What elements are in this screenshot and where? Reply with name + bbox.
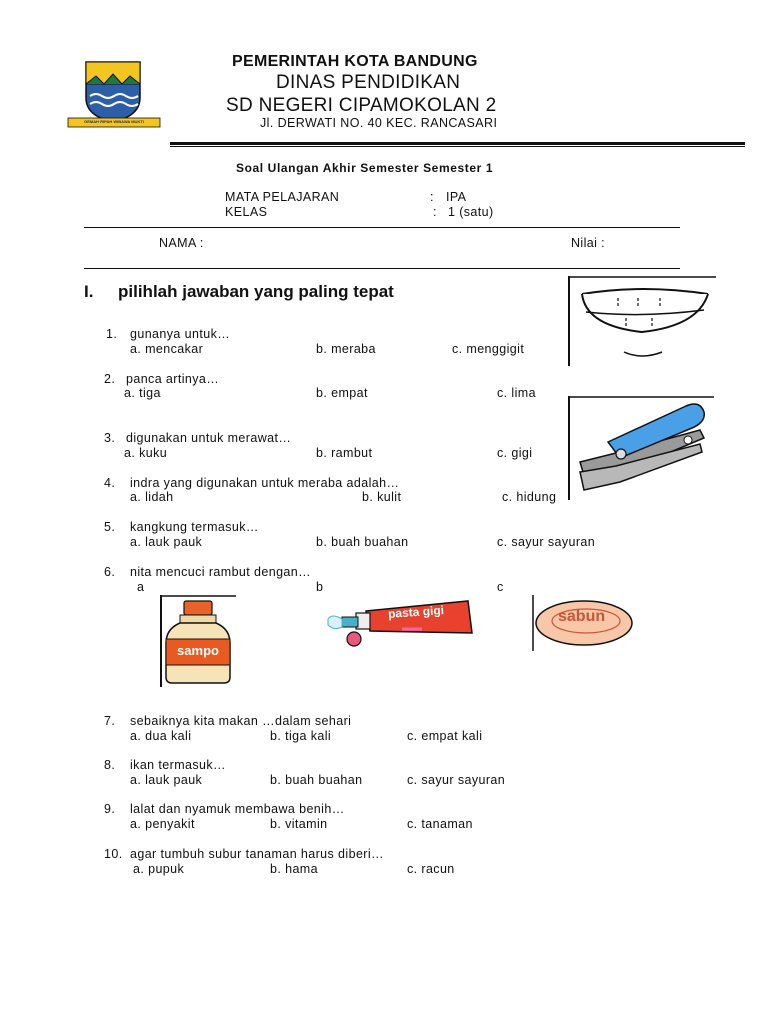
question-6-option-a: a [137, 580, 145, 594]
question-5-number: 5. [104, 520, 116, 534]
question-6-text: nita mencuci rambut dengan… [130, 565, 312, 579]
class-label: KELAS [225, 205, 268, 219]
question-10-option-b: b. hama [270, 862, 318, 876]
score-field-label: Nilai : [571, 236, 606, 250]
question-7-option-b: b. tiga kali [270, 729, 332, 743]
question-5-option-c: c. sayur sayuran [497, 535, 596, 549]
question-6-option-b: b [316, 580, 324, 594]
question-3-option-a: a. kuku [124, 446, 168, 460]
question-4-option-b: b. kulit [362, 490, 402, 504]
question-9-option-b: b. vitamin [270, 817, 328, 831]
subject-value: IPA [446, 190, 467, 204]
exam-title: Soal Ulangan Akhir Semester Semester 1 [236, 161, 494, 175]
subject-label: MATA PELAJARAN [225, 190, 340, 204]
section-number: I. [84, 282, 94, 301]
question-9-number: 9. [104, 802, 116, 816]
question-2-option-a: a. tiga [124, 386, 161, 400]
question-10-number: 10. [104, 847, 123, 861]
question-1-option-a: a. mencakar [130, 342, 204, 356]
question-4-option-c: c. hidung [502, 490, 557, 504]
question-8-number: 8. [104, 758, 116, 772]
question-1-number: 1. [106, 327, 118, 341]
question-8-option-b: b. buah buahan [270, 773, 363, 787]
question-4-number: 4. [104, 476, 116, 490]
question-1-option-c: c. menggigit [452, 342, 525, 356]
question-8-text: ikan termasuk… [130, 758, 226, 772]
question-5-option-b: b. buah buahan [316, 535, 409, 549]
question-10-option-a: a. pupuk [133, 862, 185, 876]
question-1-text: gunanya untuk… [130, 327, 231, 341]
header-department: DINAS PENDIDIKAN [276, 72, 461, 93]
soap-label: sabun [558, 608, 606, 625]
question-3-text: digunakan untuk merawat… [126, 431, 292, 445]
nail-clipper-illustration [568, 396, 714, 500]
header-school-name: SD NEGERI CIPAMOKOLAN 2 [226, 95, 497, 116]
header-divider [170, 142, 745, 145]
question-6-option-c: c [497, 580, 504, 594]
question-3-option-c: c. gigi [497, 446, 533, 460]
question-1-option-b: b. meraba [316, 342, 376, 356]
toothpaste-label: pasta gigi [387, 603, 445, 621]
header-address: Jl. DERWATI NO. 40 KEC. RANCASARI [260, 116, 498, 130]
question-9-text: lalat dan nyamuk membawa benih… [130, 802, 345, 816]
question-8-option-a: a. lauk pauk [130, 773, 203, 787]
question-4-option-a: a. lidah [130, 490, 174, 504]
question-4-text: indra yang digunakan untuk meraba adalah… [130, 476, 400, 490]
question-7-number: 7. [104, 714, 116, 728]
question-9-option-a: a. penyakit [130, 817, 195, 831]
question-7-text: sebaiknya kita makan …dalam sehari [130, 714, 352, 728]
subject-separator: : [430, 190, 434, 204]
question-5-text: kangkung termasuk… [130, 520, 259, 534]
question-10-option-c: c. racun [407, 862, 455, 876]
info-divider-top [84, 227, 680, 228]
question-5-option-a: a. lauk pauk [130, 535, 203, 549]
question-7-option-c: c. empat kali [407, 729, 483, 743]
name-field-label: NAMA : [159, 236, 204, 250]
class-separator: : [433, 205, 437, 219]
section-title: pilihlah jawaban yang paling tepat [118, 282, 394, 301]
question-9-option-c: c. tanaman [407, 817, 473, 831]
shampoo-label: sampo [177, 643, 219, 658]
teeth-illustration [568, 276, 716, 366]
header-divider-thin [170, 146, 745, 147]
question-8-option-c: c. sayur sayuran [407, 773, 506, 787]
header-government: PEMERINTAH KOTA BANDUNG [232, 53, 478, 70]
question-3-option-b: b. rambut [316, 446, 373, 460]
crest-motto: GEMAH RIPAH WIBAWA MUKTI [84, 119, 144, 124]
toothpaste-illustration [326, 595, 476, 650]
info-divider-bottom [84, 268, 680, 269]
shampoo-bottle-illustration [160, 595, 236, 687]
question-2-number: 2. [104, 372, 116, 386]
question-2-text: panca artinya… [126, 372, 220, 386]
question-2-option-c: c. lima [497, 386, 536, 400]
question-3-number: 3. [104, 431, 116, 445]
class-value: 1 (satu) [448, 205, 494, 219]
question-6-number: 6. [104, 565, 116, 579]
question-10-text: agar tumbuh subur tanaman harus diberi… [130, 847, 384, 861]
question-2-option-b: b. empat [316, 386, 368, 400]
question-7-option-a: a. dua kali [130, 729, 192, 743]
soap-illustration [532, 595, 636, 651]
